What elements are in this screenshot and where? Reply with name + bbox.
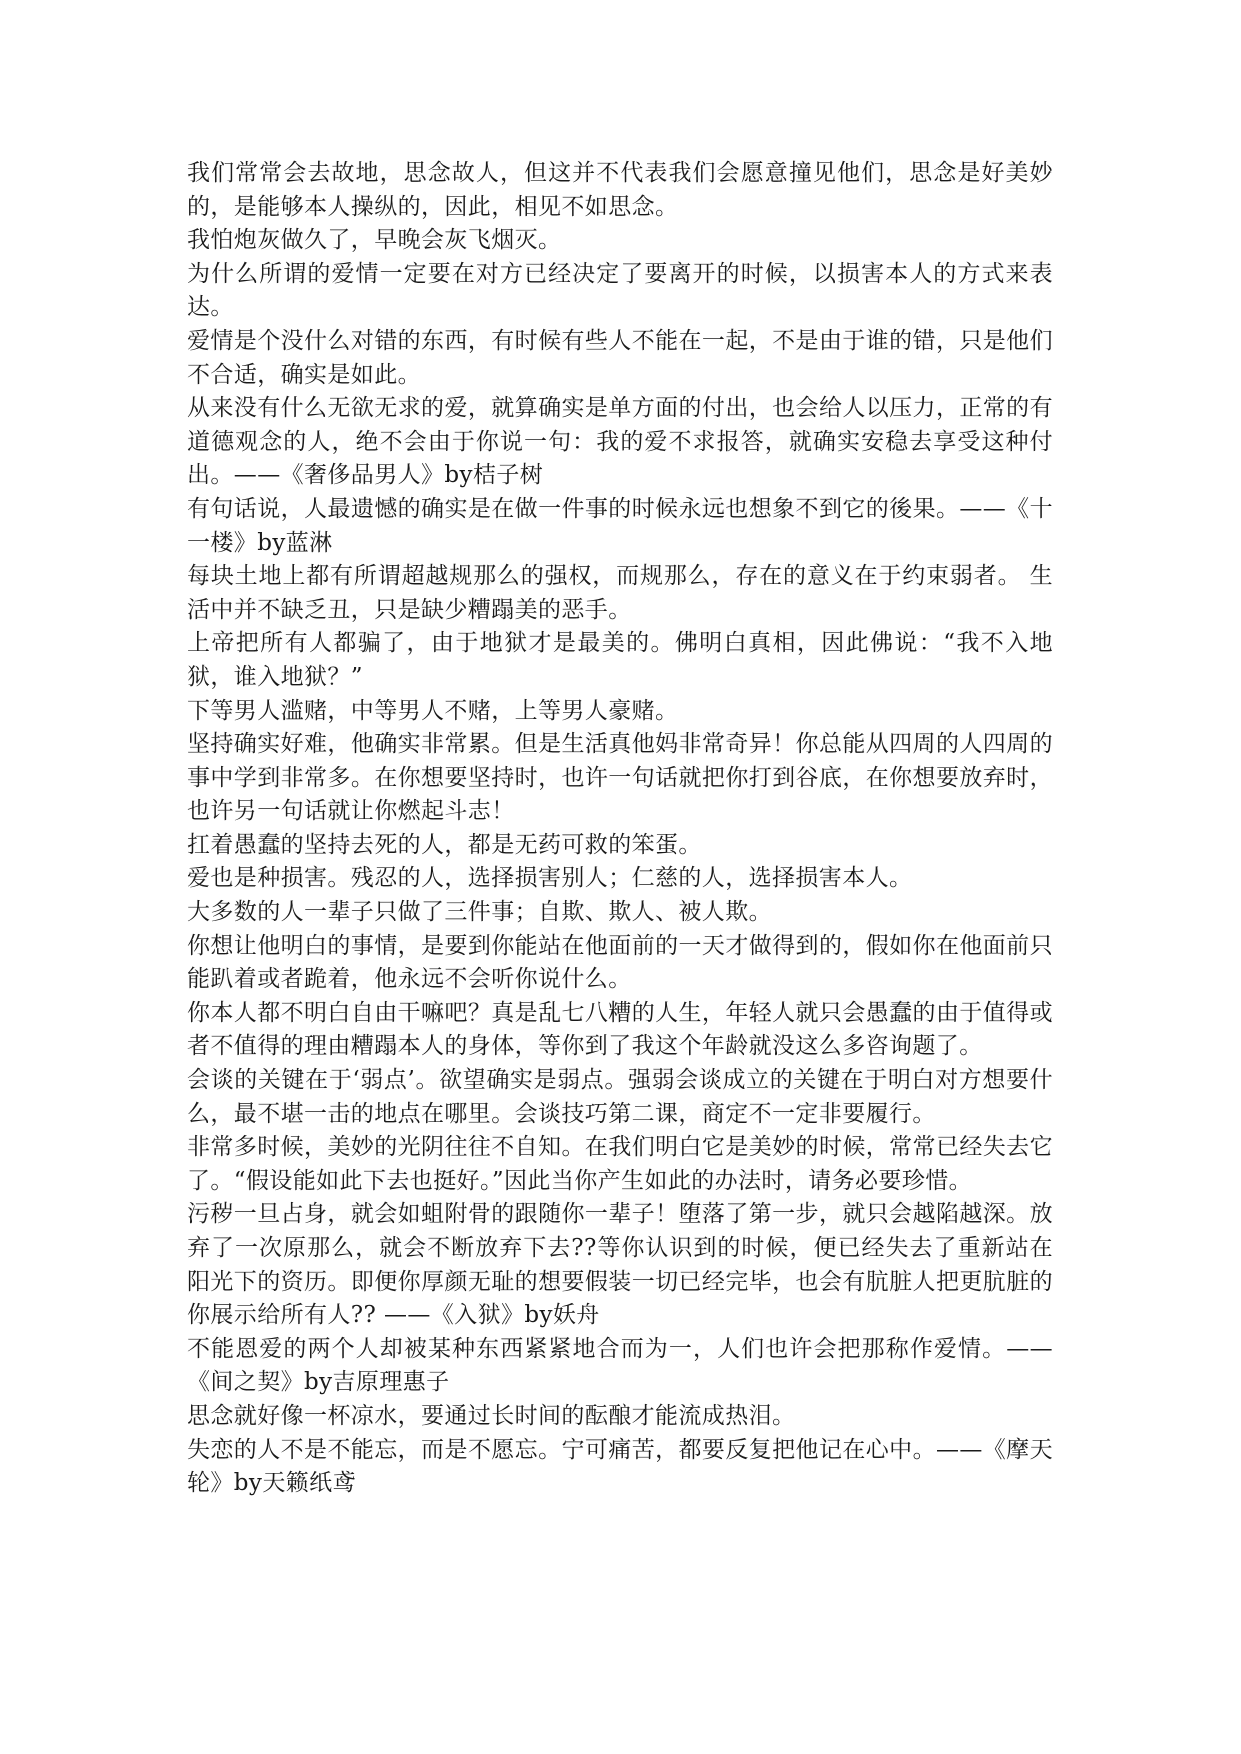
document-page <box>187 157 1053 1501</box>
quote-paragraph: 思念就好像一杯凉水，要通过长时间的酝酿才能流成热泪。 <box>187 1402 796 1429</box>
quote-paragraph: 每块土地上都有所谓超越规那么的强权，而规那么，存在的意义在于约束弱者。 生活中并不缺乏丑，只是缺少糟蹋美的恶手。 <box>187 563 1053 623</box>
quote-paragraph: 污秽一旦占身，就会如蛆附骨的跟随你一辈子！堕落了第一步，就只会越陷越深。放弃了一次原那么，就会不断放弃下去??等你认识到的时候，便已经失去了重新站在阳光下的资历。即便你厚颜无耻的想要假装一切已经完毕，也会有肮脏人把更肮脏的你展示给所有人?? ——《入狱》by妖舟 <box>187 1201 1053 1329</box>
quote-paragraph: 从来没有什么无欲无求的爱，就算确实是单方面的付出，也会给人以压力，正常的有道德观念的人，绝不会由于你说一句：我的爱不求报答，就确实安稳去享受这种付出。——《奢侈品男人》by桔子树 <box>187 395 1053 489</box>
quote-paragraph: 上帝把所有人都骗了，由于地狱才是最美的。佛明白真相，因此佛说：“我不入地狱，谁入地狱？” <box>187 630 1053 690</box>
quote-paragraph: 你想让他明白的事情，是要到你能站在他面前的一天才做得到的，假如你在他面前只能趴着或者跪着，他永远不会听你说什么。 <box>187 932 1053 993</box>
quote-paragraph: 不能恩爱的两个人却被某种东西紧紧地合而为一，人们也许会把那称作爱情。——《间之契》by吉原理惠子 <box>187 1335 1053 1396</box>
quote-paragraph: 会谈的关键在于‘弱点’。欲望确实是弱点。强弱会谈成立的关键在于明白对方想要什么，最不堪一击的地点在哪里。会谈技巧第二课，商定不一定非要履行。 <box>187 1067 1053 1127</box>
quote-paragraph: 非常多时候，美妙的光阴往往不自知。在我们明白它是美妙的时候，常常已经失去它了。“假设能如此下去也挺好。”因此当你产生如此的办法时，请务必要珍惜。 <box>187 1134 1053 1194</box>
quote-paragraph: 你本人都不明白自由干嘛吧？真是乱七八糟的人生，年轻人就只会愚蠢的由于值得或者不值得的理由糟蹋本人的身体，等你到了我这个年龄就没这么多咨询题了。 <box>187 999 1053 1060</box>
quote-paragraph: 爱也是种损害。残忍的人，选择损害别人；仁慈的人，选择损害本人。 <box>187 865 913 892</box>
quote-paragraph: 为什么所谓的爱情一定要在对方已经决定了要离开的时候，以损害本人的方式来表达。 <box>187 260 1053 321</box>
quote-paragraph: 有句话说，人最遗憾的确实是在做一件事的时候永远也想象不到它的後果。——《十一楼》by蓝淋 <box>187 495 1053 556</box>
quote-paragraph: 坚持确实好难，他确实非常累。但是生活真他妈非常奇异！你总能从四周的人四周的事中学到非常多。在你想要坚持时，也许一句话就把你打到谷底，在你想要放弃时，也许另一句话就让你燃起斗志！ <box>187 731 1053 825</box>
quote-paragraph: 失恋的人不是不能忘，而是不愿忘。宁可痛苦，都要反复把他记在心中。——《摩天轮》by天籁纸鸢 <box>187 1436 1053 1497</box>
quote-paragraph: 下等男人滥赌，中等男人不赌，上等男人豪赌。 <box>187 697 679 724</box>
quote-paragraph: 我怕炮灰做久了，早晚会灰飞烟灭。 <box>187 227 562 254</box>
quote-paragraph: 我们常常会去故地，思念故人，但这并不代表我们会愿意撞见他们，思念是好美妙的，是能够本人操纵的，因此，相见不如思念。 <box>187 160 1053 220</box>
quote-paragraph: 大多数的人一辈子只做了三件事；自欺、欺人、被人欺。 <box>187 899 772 926</box>
quote-paragraph: 扛着愚蠢的坚持去死的人，都是无药可救的笨蛋。 <box>187 831 702 858</box>
quote-paragraph: 爱情是个没什么对错的东西，有时候有些人不能在一起，不是由于谁的错，只是他们不合适，确实是如此。 <box>187 327 1053 388</box>
